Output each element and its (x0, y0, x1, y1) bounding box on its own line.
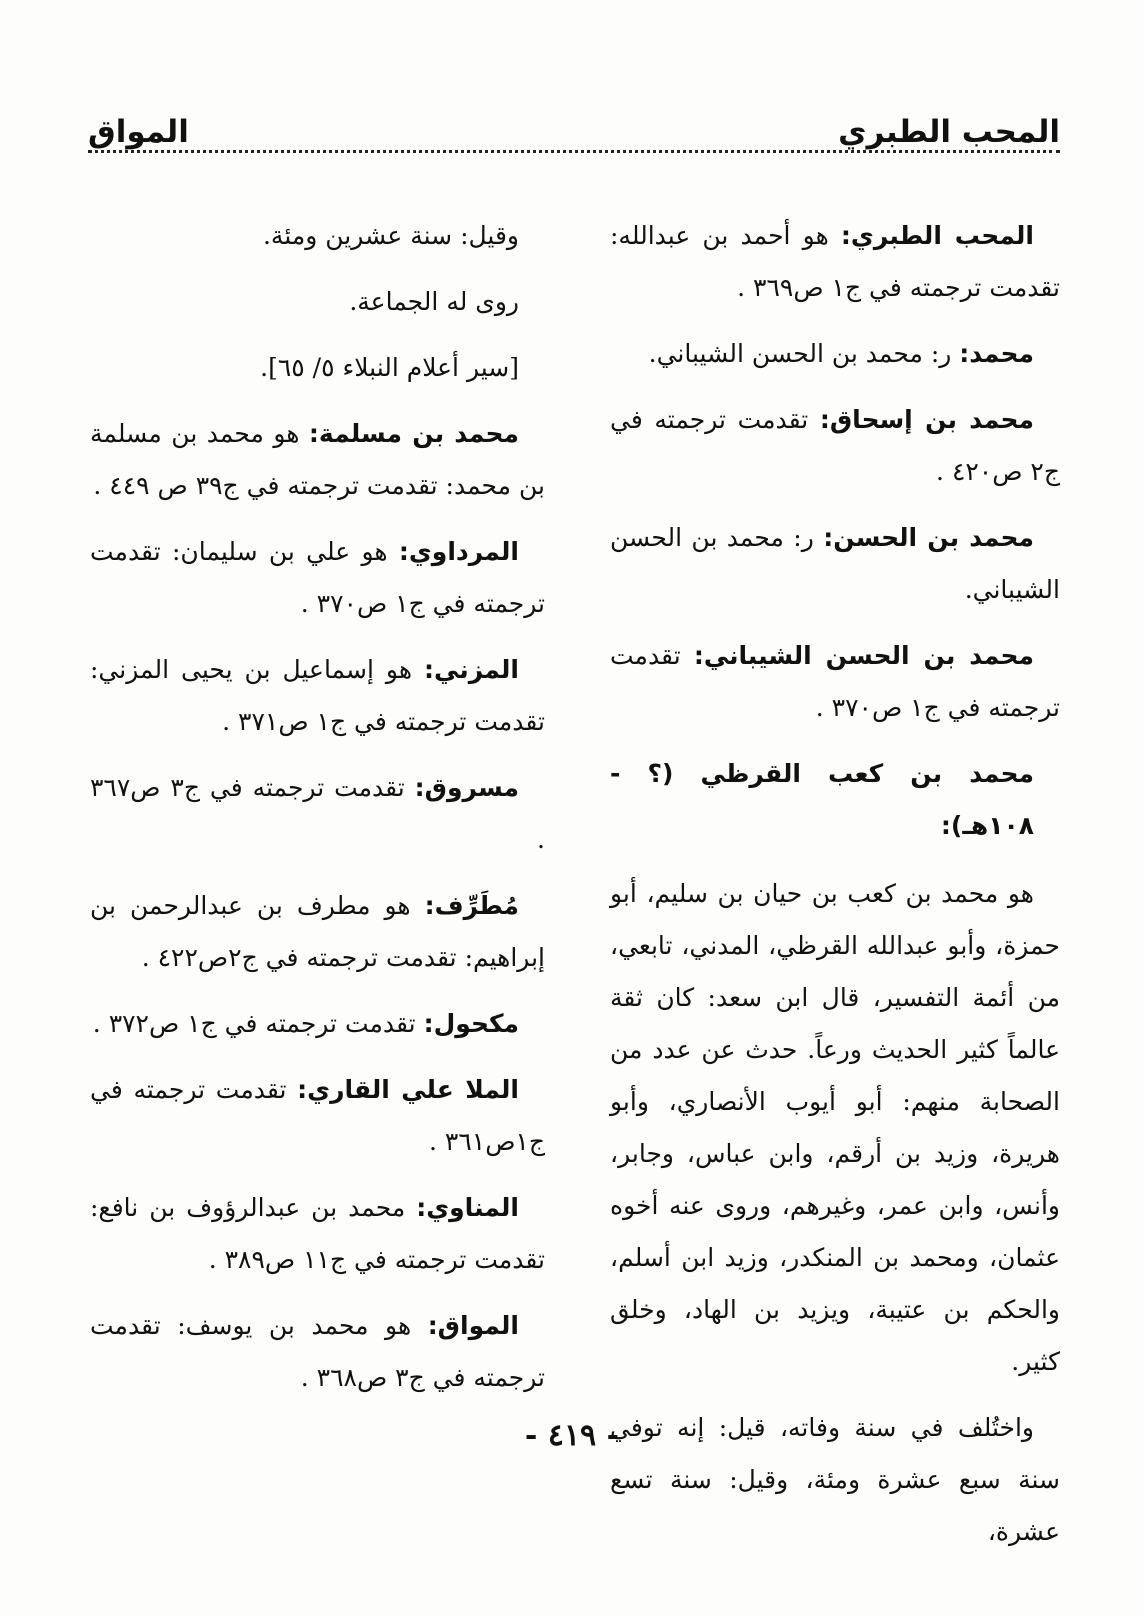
entry-text: تقدمت ترجمته في ج١ ص٣٧٢ . (92, 1009, 424, 1038)
page-number: - ٤١٩ - (524, 1418, 620, 1453)
entry-term: المواق: (427, 1311, 519, 1340)
entry-text: هو مطرف بن عبدالرحمن بن إبراهيم: تقدمت ترجمته في ج٢ص٤٢٢ . (90, 891, 545, 972)
entry-muhammad-ibn-hasan-shaybani (610, 630, 1060, 734)
entry-term: محمد بن مسلمة: (308, 419, 520, 448)
entry-term: المرداوي: (398, 537, 519, 566)
entry-text: هو علي بن سليمان: تقدمت ترجمته في ج١ ص٣٧٠ . (90, 537, 545, 618)
biography-paragraph: واختُلف في سنة وفاته، قيل: إنه توفي سنة سبع عشرة ومئة، وقيل: سنة تسع عشرة، (610, 1413, 1060, 1546)
entry-muhib-tabari (610, 210, 1060, 314)
entry-term: محمد: (959, 339, 1034, 368)
entry-text: هو أحمد بن عبدالله: تقدمت ترجمته في ج١ ص٣٦٩ . (610, 221, 1060, 302)
entry-muhammad-ibn-maslama (90, 408, 545, 512)
entry-munawi (90, 1182, 545, 1286)
entry-term: مسروق: (414, 773, 519, 802)
biography-paragraph: هو محمد بن كعب بن حيان بن سليم، أبو حمزة، وأبو عبدالله القرظي، المدني، تابعي، من أئمة التفسير، قال ابن سعد: كان ثقة عالماً كثير الحديث ورعاً. حدث عن عدد من الصحابة منهم: أبو أيوب الأنصاري، وأبو هريرة، وزيد بن أرقم، وابن عباس، وجابر، وأنس، وابن عمر، وغيرهم، وروى عنه أخوه عثمان، ومحمد بن المنكدر، وزيد ابن أسلم، والحكم بن عتيبة، ويزيد بن الهاد، وخلق كثير. (610, 879, 1060, 1376)
entry-term: مكحول: (423, 1009, 519, 1038)
entry-muhammad-ibn-hasan (610, 512, 1060, 616)
biography-continuation: روى له الجماعة. (349, 287, 519, 316)
entry-text: تقدمت ترجمته في ج١ص٣٦١ . (90, 1075, 545, 1156)
entry-term: الملا علي القاري: (297, 1075, 519, 1104)
running-header (88, 78, 1060, 148)
entry-masruq (90, 762, 545, 866)
entry-text: ر: محمد بن الحسن الشيباني. (610, 523, 1060, 604)
entry-text: تقدمت ترجمته في ج٣ ص٣٦٧ . (90, 773, 545, 854)
entry-text: ر: محمد بن الحسن الشيباني. (648, 339, 960, 368)
entry-mardawi (90, 526, 545, 630)
entry-mutarrif (90, 880, 545, 984)
entry-text: تقدمت ترجمته في ج٢ ص٤٢٠ . (610, 405, 1060, 486)
right-column (610, 210, 1060, 1572)
entry-term: محمد بن الحسن الشيباني: (693, 641, 1034, 670)
entry-mulla-ali-qari (90, 1064, 545, 1168)
entry-term: محمد بن إسحاق: (819, 405, 1035, 434)
entry-text: محمد بن عبدالرؤوف بن نافع: تقدمت ترجمته في ج١١ ص٣٨٩ . (90, 1193, 545, 1274)
entry-term: المزني: (424, 655, 519, 684)
entry-term: المحب الطبري: (840, 221, 1034, 250)
entry-muzani (90, 644, 545, 748)
entry-text: هو محمد بن يوسف: تقدمت ترجمته في ج٣ ص٣٦٨ . (90, 1311, 545, 1392)
entry-text: تقدمت ترجمته في ج١ ص٣٧٠ . (610, 641, 1060, 722)
entry-term: مُطَرِّف: (424, 891, 519, 920)
left-column (90, 210, 545, 1418)
entry-term: محمد بن الحسن: (823, 523, 1034, 552)
header-dotted-rule (88, 150, 1060, 153)
entry-text: هو محمد بن مسلمة بن محمد: تقدمت ترجمته في ج٣٩ ص ٤٤٩ . (90, 419, 545, 500)
entry-muhammad-ibn-ishaq (610, 394, 1060, 498)
entry-mawwaq (90, 1300, 545, 1404)
source-citation: [سير أعلام النبلاء ٥/ ٦٥]. (260, 353, 519, 382)
entry-muhammad (610, 328, 1060, 380)
entry-term: المناوي: (416, 1193, 519, 1222)
left-running-headword: المواق (88, 114, 189, 150)
entry-text: هو إسماعيل بن يحيى المزني: تقدمت ترجمته في ج١ ص٣٧١ . (90, 655, 545, 736)
entry-makhul (90, 998, 545, 1050)
biography-continuation: وقيل: سنة عشرين ومئة. (262, 221, 519, 250)
right-running-headword: المحب الطبري (838, 114, 1060, 150)
biography-heading: محمد بن كعب القرظي (؟ - ١٠٨هـ): (610, 759, 1034, 840)
